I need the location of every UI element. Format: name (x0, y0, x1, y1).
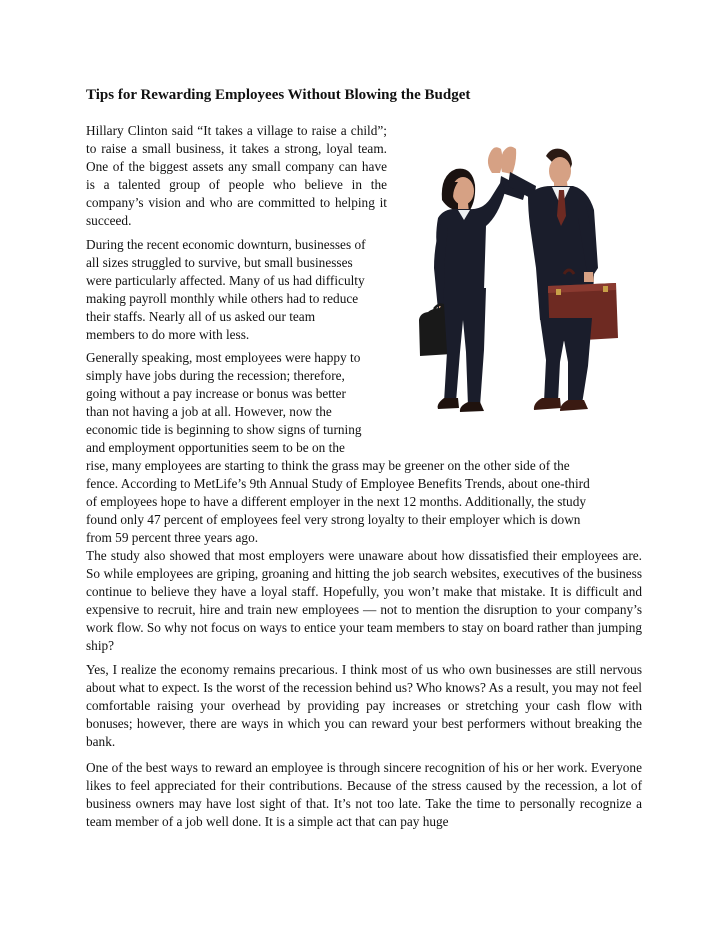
text-line: than not having a job at all. However, now the (86, 404, 332, 419)
text-line: fence. According to MetLife’s 9th Annual Study of Employee Benefits Trends, about one-third (86, 476, 590, 491)
paragraph-intro: Hillary Clinton said “It takes a village to raise a child”; to raise a small business, it takes a strong, loyal team. One of the biggest assets any small company can have is a talented group of people who believe in the company’s vision and who are committed to helping it succeed. (86, 123, 387, 228)
text-line: rise, many employees are starting to think the grass may be greener on the other side of the (86, 458, 570, 473)
text-line: from 59 percent three years ago. (86, 530, 259, 545)
text-line: of employees hope to have a different employer in the next 12 months. Additionally, the study (86, 494, 587, 509)
text-line: were particularly affected. Many of us had difficulty (86, 273, 365, 288)
text-line: making payroll monthly while others had to reduce (86, 291, 359, 306)
text-line: Generally speaking, most employees were happy to (86, 350, 361, 365)
text-line: going without a pay increase or bonus was better (86, 386, 346, 401)
paragraph-economy: Yes, I realize the economy remains precarious. I think most of us who own businesses are still nervous about what to expect. Is the worst of the recession behind us? Who knows? As a result, you may not feel comfortable raising your overhead by providing pay increases or stretching your cash flow with bonuses; however, there are ways in which you can reward your best performers without breaking the bank. (86, 662, 642, 749)
businessman-figure (501, 147, 618, 411)
business-people-high-five-photo (408, 140, 638, 425)
text-line: all sizes struggled to survive, but small businesses (86, 255, 353, 270)
text-line: economic tide is beginning to show signs of turning (86, 422, 362, 437)
text-line: their staffs. Nearly all of us asked our team (86, 309, 316, 324)
text-line: and employment opportunities seem to be on the (86, 440, 345, 455)
paragraph-study-findings: The study also showed that most employers were unaware about how dissatisfied their employees are. So while employees are griping, groaning and hitting the job search websites, executives of the business continue to believe they have a loyal staff. Hopefully, you won’t make that mistake. It is difficult and expensive to recruit, hire and train new employees — not to mention the disruption to your company’s work flow. So why not focus on ways to entice your team members to stay on board rather than jumping ship? (86, 548, 642, 653)
paragraph-downturn (86, 236, 366, 344)
text-line: found only 47 percent of employees feel very strong loyalty to their employer which is down (86, 512, 581, 527)
paragraph-recognition: One of the best ways to reward an employee is through sincere recognition of his or her work. Everyone likes to feel appreciated for their contributions. Because of the stress caused by the recession, a lot of business owners may have lost sight of that. It’s not too late. Take the time to personally recognize a team member of a job well done. It is a simple act that can pay huge (86, 760, 642, 829)
text-line: simply have jobs during the recession; therefore, (86, 368, 345, 383)
text-line: During the recent economic downturn, businesses of (86, 237, 366, 252)
text-line: members to do more with less. (86, 327, 250, 342)
document-title: Tips for Rewarding Employees Without Blowing the Budget (86, 87, 471, 103)
